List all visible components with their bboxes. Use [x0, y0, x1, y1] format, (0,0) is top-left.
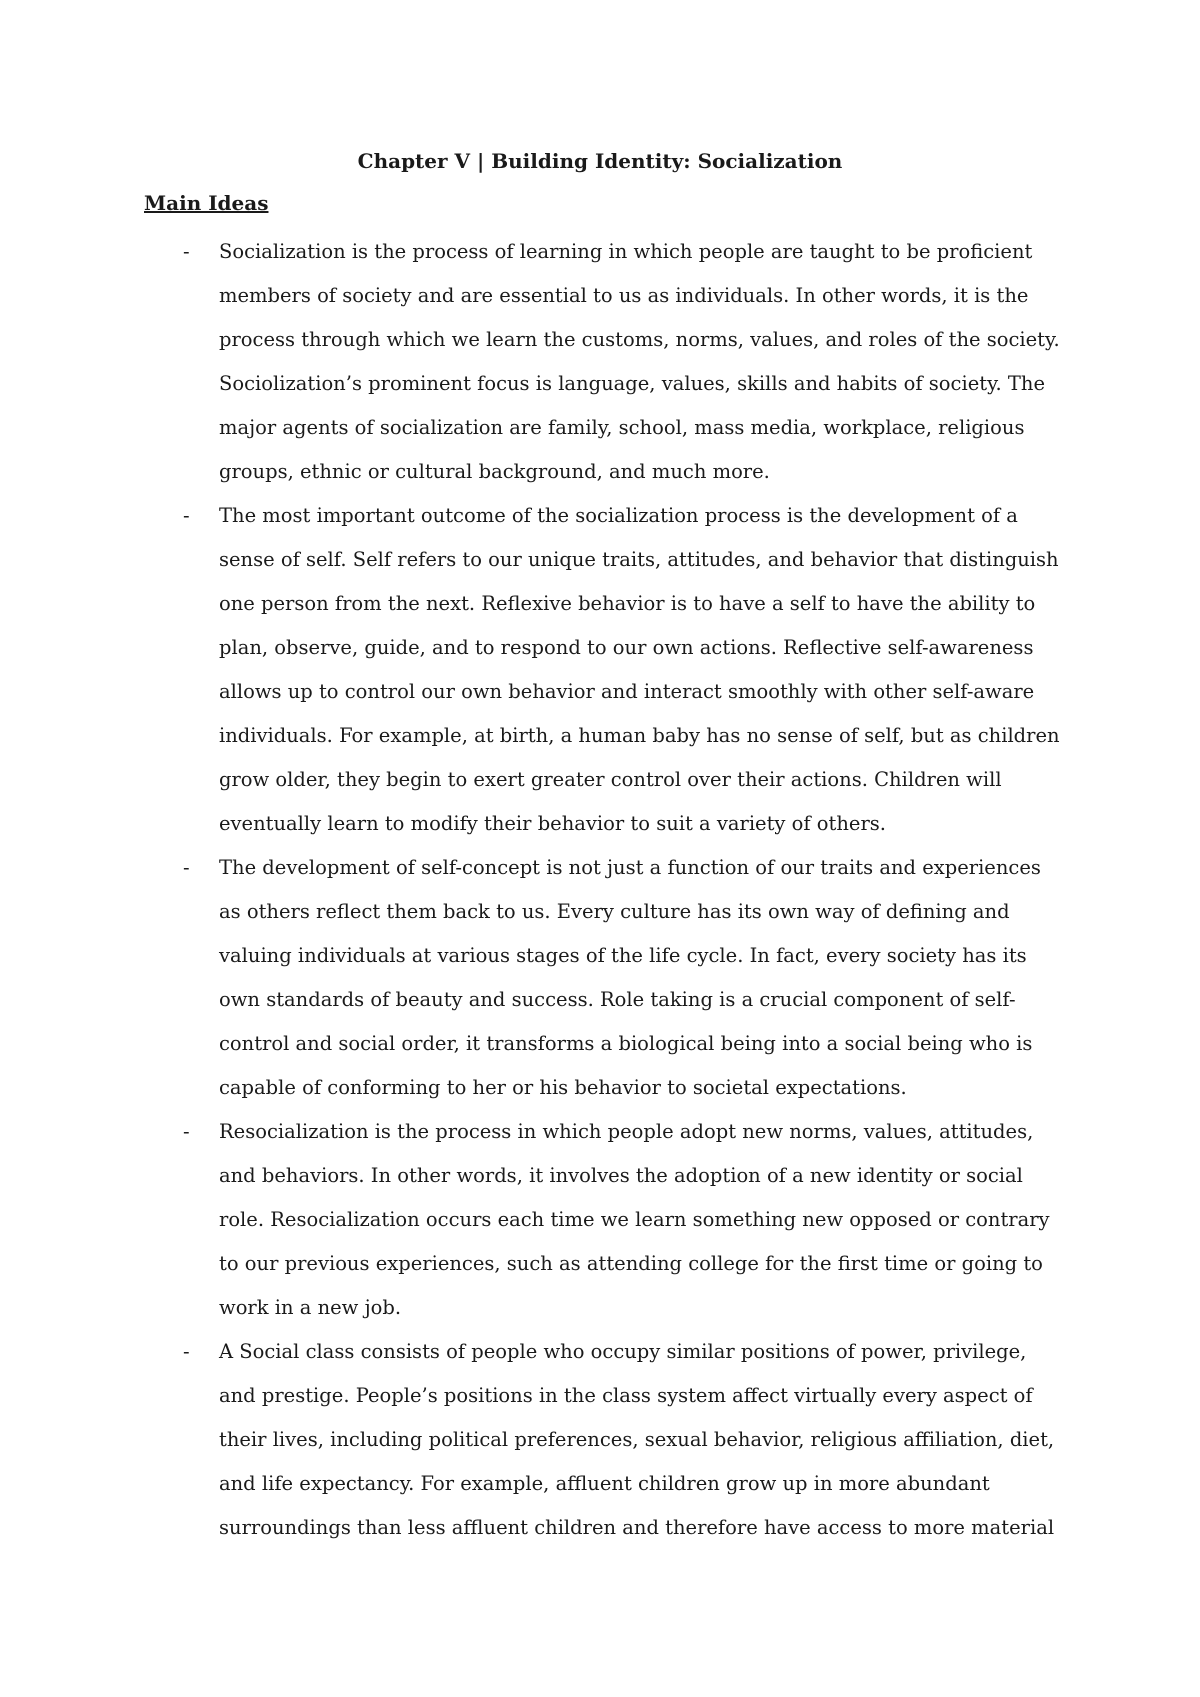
bullet-dash: -: [183, 856, 190, 879]
idea-text: Socialization is the process of learning in which people are taught to be proficient members of society and are essential to us as individuals. In other words, it is the process through which we learn the customs, norms, values, and roles of the society. Sociolization’s prominent focus is language, values, skills and habits of society. The major agents of socialization are family, school, mass media, workplace, religious groups, ethnic or cultural background, and much more.: [219, 240, 1060, 483]
list-item: [183, 1110, 1063, 1330]
bullet-dash: -: [183, 1340, 190, 1363]
idea-text: Resocialization is the process in which people adopt new norms, values, attitudes, and behaviors. In other words, it involves the adoption of a new identity or social role. Resocialization occurs each time we learn something new opposed or contrary to our previous experiences, such as attending college for the first time or going to work in a new job.: [219, 1120, 1050, 1319]
list-item: [183, 846, 1063, 1110]
list-item: [183, 1330, 1063, 1550]
section-heading-main-ideas: Main Ideas: [144, 191, 269, 215]
list-item: [183, 494, 1063, 846]
bullet-dash: -: [183, 240, 190, 263]
bullet-dash: -: [183, 504, 190, 527]
chapter-title: Chapter V | Building Identity: Socialization: [357, 149, 843, 173]
bullet-dash: -: [183, 1120, 190, 1143]
idea-text: A Social class consists of people who occupy similar positions of power, privilege, and prestige. People’s positions in the class system affect virtually every aspect of their lives, including political preferences, sexual behavior, religious affiliation, diet, and life expectancy. For example, affluent children grow up in more abundant surroundings than less affluent children and therefore have access to more material: [219, 1340, 1055, 1539]
main-ideas-list: [183, 230, 1063, 1550]
list-item: [183, 230, 1063, 494]
idea-text: The most important outcome of the socialization process is the development of a sense of self. Self refers to our unique traits, attitudes, and behavior that distinguish one person from the next. Reflexive behavior is to have a self to have the ability to plan, observe, guide, and to respond to our own actions. Reflective self-awareness allows up to control our own behavior and interact smoothly with other self-aware individuals. For example, at birth, a human baby has no sense of self, but as children grow older, they begin to exert greater control over their actions. Children will eventually learn to modify their behavior to suit a variety of others.: [219, 504, 1060, 835]
idea-text: The development of self-concept is not just a function of our traits and experiences as others reflect them back to us. Every culture has its own way of defining and valuing individuals at various stages of the life cycle. In fact, every society has its own standards of beauty and success. Role taking is a crucial component of self-control and social order, it transforms a biological being into a social being who is capable of conforming to her or his behavior to societal expectations.: [219, 856, 1041, 1099]
